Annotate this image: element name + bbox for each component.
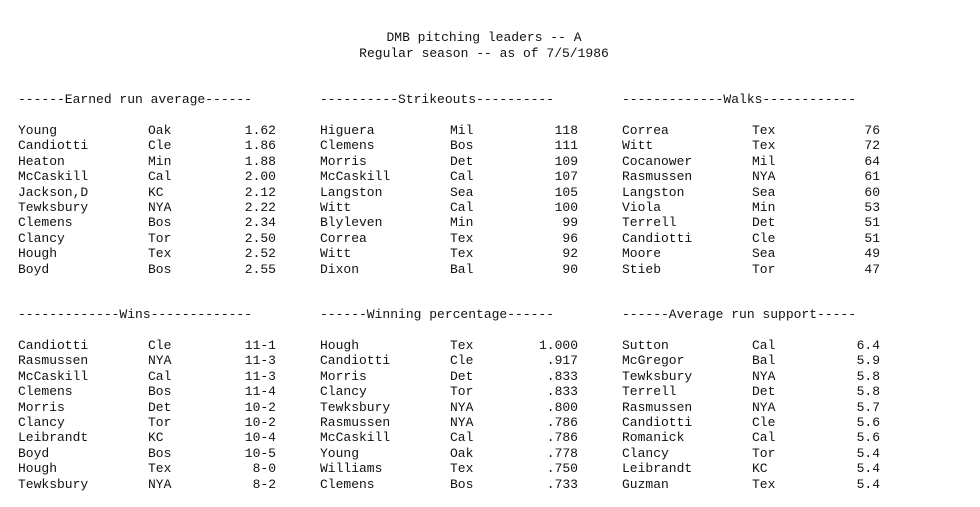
team-abbrev: Tor — [450, 384, 474, 400]
team-abbrev: Cal — [450, 199, 474, 215]
team-abbrev: Tex — [148, 246, 172, 262]
table-row — [18, 461, 280, 476]
player-name: Clancy — [18, 414, 65, 430]
stat-value: 53 — [864, 199, 880, 215]
player-name: Correa — [320, 230, 367, 246]
table-row — [320, 200, 582, 215]
table-row — [622, 154, 884, 169]
table-row — [622, 338, 884, 353]
table-row — [18, 446, 280, 461]
team-abbrev: Tor — [752, 445, 776, 461]
era-leaders-table — [18, 92, 280, 277]
table-row — [320, 231, 582, 246]
table-row — [622, 400, 884, 415]
player-name: Terrell — [622, 215, 677, 231]
player-name: Romanick — [622, 430, 685, 446]
player-name: Morris — [18, 399, 65, 415]
stat-value: .750 — [546, 461, 578, 477]
player-name: Correa — [622, 123, 669, 138]
player-name: Young — [18, 123, 58, 138]
player-name: McCaskill — [18, 368, 89, 384]
table-row — [622, 415, 884, 430]
stat-value: 2.12 — [244, 184, 276, 200]
team-abbrev: NYA — [752, 399, 776, 415]
stat-value: 10-2 — [244, 399, 276, 415]
table-row — [18, 262, 280, 277]
table-row — [622, 123, 884, 138]
player-name: Clemens — [320, 138, 375, 154]
player-name: Rasmussen — [622, 399, 693, 415]
table-row — [320, 215, 582, 230]
team-abbrev: Cal — [148, 169, 172, 185]
team-abbrev: Sea — [752, 184, 776, 200]
player-name: Rasmussen — [18, 353, 89, 369]
team-abbrev: Cal — [148, 368, 172, 384]
player-name: Boyd — [18, 261, 50, 277]
team-abbrev: Cle — [752, 230, 776, 246]
table-row — [18, 353, 280, 368]
table-row — [622, 185, 884, 200]
team-abbrev: NYA — [148, 353, 172, 369]
player-name: Cocanower — [622, 153, 693, 169]
team-abbrev: Oak — [450, 445, 474, 461]
team-abbrev: Cle — [752, 414, 776, 430]
wins-leaders-table — [18, 307, 280, 492]
player-name: Boyd — [18, 445, 50, 461]
stat-value: 10-2 — [244, 414, 276, 430]
team-abbrev: Mil — [450, 123, 474, 138]
table-row — [320, 430, 582, 445]
stat-value: 11-1 — [244, 338, 276, 353]
table-row — [622, 169, 884, 184]
player-name: Tewksbury — [320, 399, 391, 415]
stat-value: 1.62 — [244, 123, 276, 138]
table-row — [320, 369, 582, 384]
team-abbrev: Cle — [148, 138, 172, 154]
stat-value: 118 — [554, 123, 578, 138]
team-abbrev: NYA — [752, 368, 776, 384]
player-name: Morris — [320, 153, 367, 169]
stat-value: .786 — [546, 430, 578, 446]
table-row — [320, 353, 582, 368]
stat-value: 5.8 — [856, 384, 880, 400]
player-name: Witt — [320, 199, 352, 215]
table-row — [622, 138, 884, 153]
stat-value: .786 — [546, 414, 578, 430]
table-row — [622, 353, 884, 368]
table-row — [320, 246, 582, 261]
player-name: Langston — [622, 184, 685, 200]
team-abbrev: Tor — [148, 230, 172, 246]
table-row — [320, 154, 582, 169]
player-name: Sutton — [622, 338, 669, 353]
stat-value: .733 — [546, 476, 578, 492]
stat-value: 49 — [864, 246, 880, 262]
player-name: Candiotti — [622, 414, 693, 430]
table-row — [18, 477, 280, 492]
team-abbrev: Bos — [148, 445, 172, 461]
page-title: DMB pitching leaders -- A — [386, 30, 582, 45]
table-row — [18, 231, 280, 246]
team-abbrev: NYA — [752, 169, 776, 185]
table-row — [320, 415, 582, 430]
stat-value: 61 — [864, 169, 880, 185]
stat-value: 2.34 — [244, 215, 276, 231]
player-name: Heaton — [18, 153, 65, 169]
page-subtitle: Regular season -- as of 7/5/1986 — [359, 46, 609, 61]
stat-value: .917 — [546, 353, 578, 369]
stat-value: 64 — [864, 153, 880, 169]
team-abbrev: KC — [148, 184, 164, 200]
stat-value: 1.88 — [244, 153, 276, 169]
team-abbrev: Min — [752, 199, 776, 215]
table-row — [320, 338, 582, 353]
stat-value: 11-3 — [244, 353, 276, 369]
player-name: Terrell — [622, 384, 677, 400]
table-row — [18, 369, 280, 384]
stat-value: 47 — [864, 261, 880, 277]
table-row — [18, 400, 280, 415]
walks-leaders-table — [622, 92, 884, 277]
player-name: McCaskill — [320, 430, 391, 446]
table-row — [18, 384, 280, 399]
table-header: ----------Strikeouts---------- — [320, 92, 555, 107]
stat-value: 92 — [562, 246, 578, 262]
table-row — [320, 123, 582, 138]
team-abbrev: Cle — [148, 338, 172, 353]
stat-value: 5.4 — [856, 445, 880, 461]
team-abbrev: Sea — [450, 184, 474, 200]
stat-value: 2.55 — [244, 261, 276, 277]
player-name: Clancy — [18, 230, 65, 246]
player-name: McCaskill — [320, 169, 391, 185]
player-name: Moore — [622, 246, 662, 262]
player-name: Clemens — [18, 215, 73, 231]
player-name: Candiotti — [18, 338, 89, 353]
player-name: Candiotti — [622, 230, 693, 246]
stat-value: 5.8 — [856, 368, 880, 384]
stat-value: 8-2 — [252, 476, 276, 492]
table-row — [622, 430, 884, 445]
team-abbrev: Tex — [752, 123, 776, 138]
table-header: -------------Walks------------ — [622, 92, 857, 107]
team-abbrev: Bos — [450, 138, 474, 154]
team-abbrev: Bos — [450, 476, 474, 492]
player-name: McGregor — [622, 353, 685, 369]
stat-value: 1.000 — [538, 338, 578, 353]
table-row — [18, 154, 280, 169]
stat-value: 90 — [562, 261, 578, 277]
team-abbrev: NYA — [148, 199, 172, 215]
stat-value: 2.50 — [244, 230, 276, 246]
player-name: Leibrandt — [18, 430, 89, 446]
run-support-leaders-table — [622, 307, 884, 492]
stat-value: 51 — [864, 215, 880, 231]
team-abbrev: Cle — [450, 353, 474, 369]
team-abbrev: Bal — [450, 261, 474, 277]
table-row — [622, 461, 884, 476]
table-row — [18, 415, 280, 430]
team-abbrev: Min — [450, 215, 474, 231]
table-row — [622, 215, 884, 230]
stat-value: 5.7 — [856, 399, 880, 415]
stat-value: 99 — [562, 215, 578, 231]
player-name: Hough — [18, 461, 58, 477]
team-abbrev: Cal — [450, 169, 474, 185]
table-row — [18, 215, 280, 230]
team-abbrev: Tex — [450, 230, 474, 246]
team-abbrev: Tex — [450, 461, 474, 477]
player-name: Williams — [320, 461, 383, 477]
team-abbrev: Det — [752, 384, 776, 400]
stat-value: 11-4 — [244, 384, 276, 400]
stat-value: 105 — [554, 184, 578, 200]
table-row — [622, 246, 884, 261]
player-name: Candiotti — [320, 353, 391, 369]
player-name: Rasmussen — [320, 414, 391, 430]
stat-value: 60 — [864, 184, 880, 200]
player-name: Clemens — [18, 384, 73, 400]
team-abbrev: Det — [752, 215, 776, 231]
team-abbrev: Tex — [752, 476, 776, 492]
stat-value: 5.6 — [856, 414, 880, 430]
stat-value: 72 — [864, 138, 880, 154]
stat-value: .833 — [546, 384, 578, 400]
player-name: Young — [320, 445, 360, 461]
winning-percentage-leaders-table — [320, 307, 582, 492]
table-row — [18, 200, 280, 215]
stat-value: 76 — [864, 123, 880, 138]
stat-value: 6.4 — [856, 338, 880, 353]
stat-value: 10-4 — [244, 430, 276, 446]
team-abbrev: Min — [148, 153, 172, 169]
table-row — [18, 338, 280, 353]
team-abbrev: Tor — [148, 414, 172, 430]
team-abbrev: KC — [752, 461, 768, 477]
player-name: Witt — [320, 246, 352, 262]
table-row — [622, 200, 884, 215]
table-row — [320, 446, 582, 461]
table-row — [622, 231, 884, 246]
team-abbrev: KC — [148, 430, 164, 446]
player-name: Higuera — [320, 123, 375, 138]
table-row — [18, 123, 280, 138]
team-abbrev: Det — [450, 153, 474, 169]
team-abbrev: NYA — [450, 414, 474, 430]
player-name: Langston — [320, 184, 383, 200]
table-row — [320, 384, 582, 399]
stat-value: 2.52 — [244, 246, 276, 262]
stat-value: 1.86 — [244, 138, 276, 154]
player-name: Tewksbury — [18, 476, 89, 492]
team-abbrev: Det — [450, 368, 474, 384]
team-abbrev: Tex — [450, 246, 474, 262]
stat-value: 51 — [864, 230, 880, 246]
stat-value: 107 — [554, 169, 578, 185]
table-header: ------Earned run average------ — [18, 92, 253, 107]
table-row — [320, 400, 582, 415]
table-row — [18, 246, 280, 261]
table-row — [622, 446, 884, 461]
table-row — [622, 384, 884, 399]
table-row — [320, 169, 582, 184]
team-abbrev: Bos — [148, 384, 172, 400]
stat-value: .833 — [546, 368, 578, 384]
stat-value: 111 — [554, 138, 578, 154]
player-name: Clancy — [622, 445, 669, 461]
team-abbrev: Mil — [752, 153, 776, 169]
stat-value: 10-5 — [244, 445, 276, 461]
stat-value: 5.4 — [856, 461, 880, 477]
stat-value: .778 — [546, 445, 578, 461]
table-row — [622, 369, 884, 384]
player-name: Hough — [320, 338, 360, 353]
team-abbrev: Tex — [450, 338, 474, 353]
table-row — [320, 262, 582, 277]
team-abbrev: Bos — [148, 261, 172, 277]
player-name: Leibrandt — [622, 461, 693, 477]
stat-value: 2.00 — [244, 169, 276, 185]
table-header: ------Average run support----- — [622, 307, 857, 322]
team-abbrev: Bal — [752, 353, 776, 369]
player-name: Blyleven — [320, 215, 383, 231]
player-name: Candiotti — [18, 138, 89, 154]
team-abbrev: Sea — [752, 246, 776, 262]
player-name: McCaskill — [18, 169, 89, 185]
table-row — [18, 169, 280, 184]
stat-value: 11-3 — [244, 368, 276, 384]
table-row — [320, 477, 582, 492]
table-header: ------Winning percentage------ — [320, 307, 555, 322]
team-abbrev: Bos — [148, 215, 172, 231]
table-row — [320, 461, 582, 476]
team-abbrev: Tex — [752, 138, 776, 154]
player-name: Rasmussen — [622, 169, 693, 185]
team-abbrev: NYA — [450, 399, 474, 415]
team-abbrev: Det — [148, 399, 172, 415]
player-name: Hough — [18, 246, 58, 262]
team-abbrev: NYA — [148, 476, 172, 492]
player-name: Morris — [320, 368, 367, 384]
player-name: Dixon — [320, 261, 360, 277]
player-name: Clemens — [320, 476, 375, 492]
stat-value: 100 — [554, 199, 578, 215]
table-row — [320, 185, 582, 200]
stat-value: 8-0 — [252, 461, 276, 477]
team-abbrev: Cal — [450, 430, 474, 446]
strikeouts-leaders-table — [320, 92, 582, 277]
table-row — [622, 262, 884, 277]
stat-value: .800 — [546, 399, 578, 415]
table-row — [18, 138, 280, 153]
stat-value: 5.9 — [856, 353, 880, 369]
table-row — [320, 138, 582, 153]
player-name: Clancy — [320, 384, 367, 400]
stat-value: 2.22 — [244, 199, 276, 215]
team-abbrev: Cal — [752, 430, 776, 446]
player-name: Tewksbury — [18, 199, 89, 215]
player-name: Tewksbury — [622, 368, 693, 384]
team-abbrev: Cal — [752, 338, 776, 353]
player-name: Witt — [622, 138, 654, 154]
player-name: Jackson,D — [18, 184, 89, 200]
table-row — [622, 477, 884, 492]
team-abbrev: Tex — [148, 461, 172, 477]
table-header: -------------Wins------------- — [18, 307, 253, 322]
stat-value: 5.4 — [856, 476, 880, 492]
player-name: Stieb — [622, 261, 662, 277]
team-abbrev: Tor — [752, 261, 776, 277]
table-row — [18, 185, 280, 200]
stat-value: 5.6 — [856, 430, 880, 446]
table-row — [18, 430, 280, 445]
player-name: Viola — [622, 199, 662, 215]
player-name: Guzman — [622, 476, 669, 492]
stat-value: 109 — [554, 153, 578, 169]
team-abbrev: Oak — [148, 123, 172, 138]
stat-value: 96 — [562, 230, 578, 246]
